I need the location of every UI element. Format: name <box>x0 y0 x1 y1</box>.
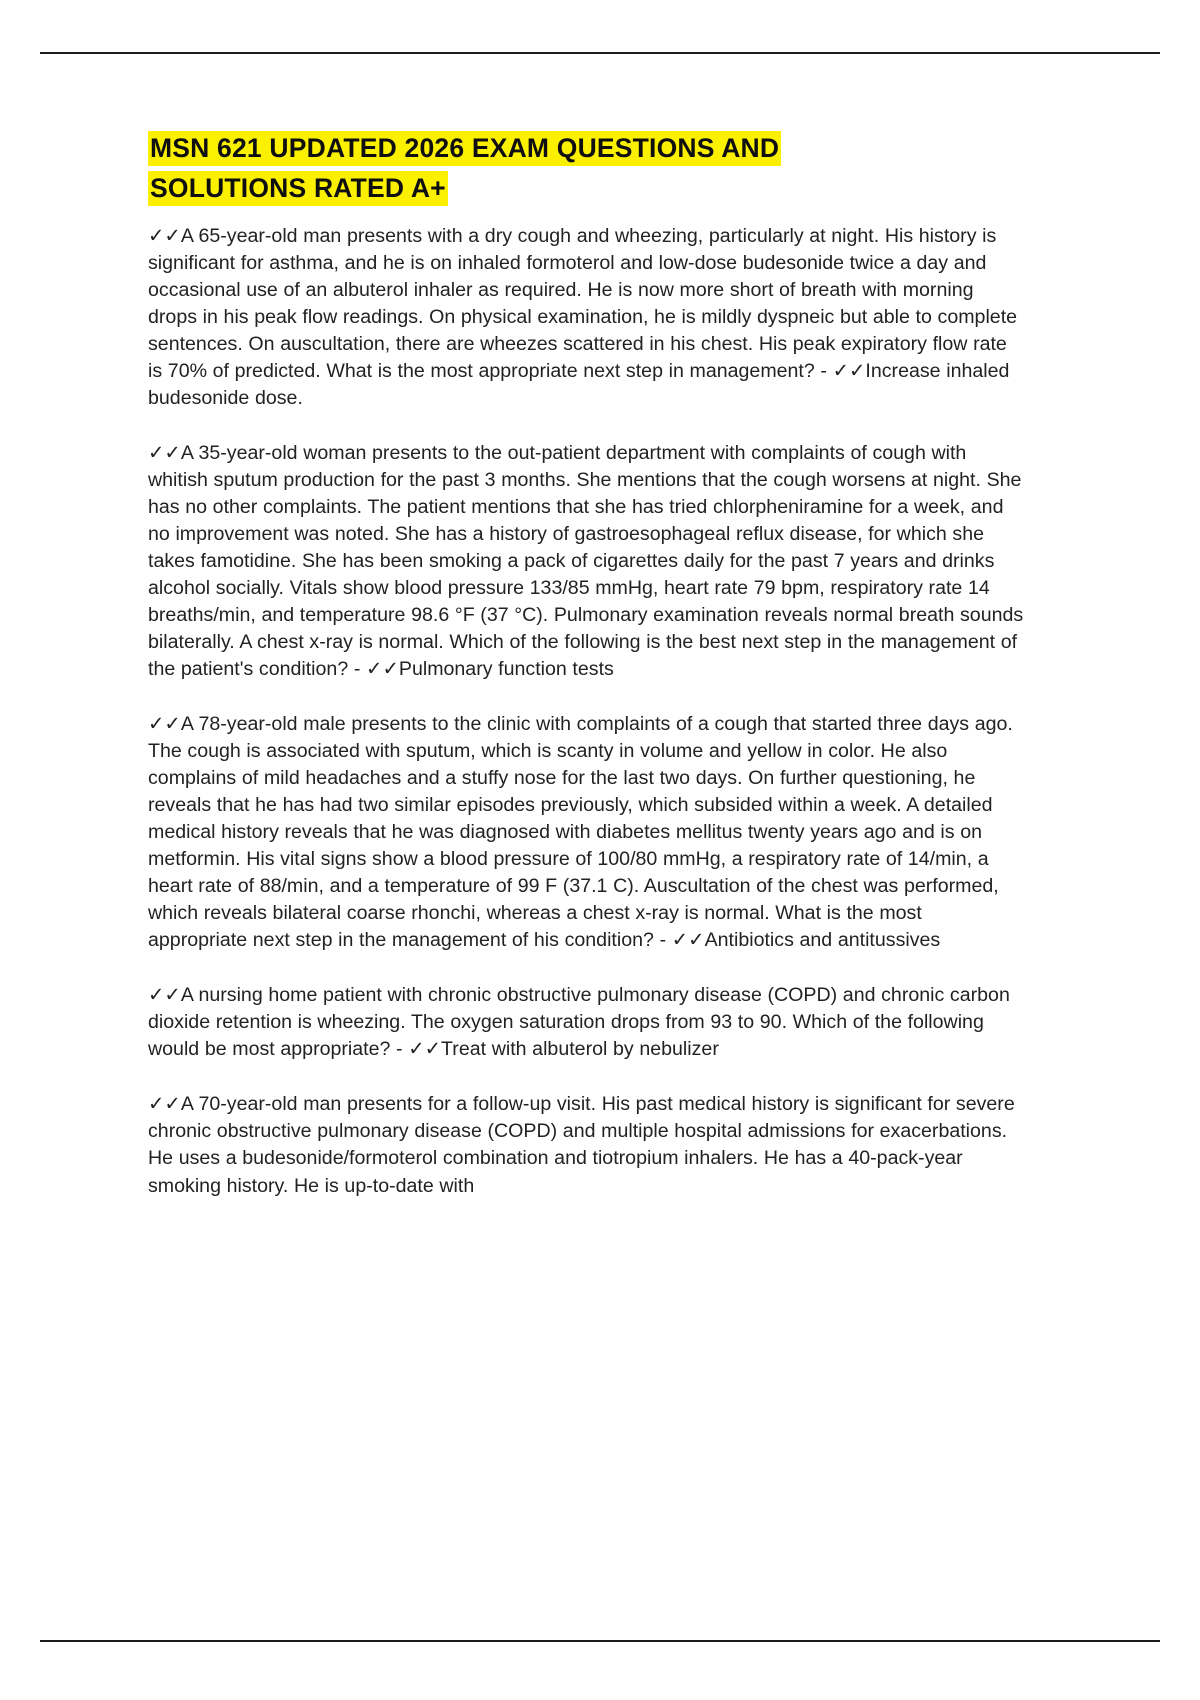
page-title-line-2: SOLUTIONS RATED A+ <box>148 171 448 206</box>
qa-entry: ✓✓A 35-year-old woman presents to the out-patient department with complaints of cough with whitish sputum production for the past 3 months. She mentions that the cough worsens at night. She has no other complaints. The patient mentions that she has tried chlorpheniramine for a week, and no improvement was noted. She has a history of gastroesophageal reflux disease, for which she takes famotidine. She has been smoking a pack of cigarettes daily for the past 7 years and drinks alcohol socially. Vitals show blood pressure 133/85 mmHg, heart rate 79 bpm, respiratory rate 14 breaths/min, and temperature 98.6 °F (37 °C). Pulmonary examination reveals normal breath sounds bilaterally. A chest x-ray is normal. Which of the following is the best next step in the management of the patient's condition? - ✓✓Pulmonary function tests <box>148 441 1024 680</box>
qa-entry: ✓✓A 70-year-old man presents for a follow-up visit. His past medical history is significant for severe chronic obstructive pulmonary disease (COPD) and multiple hospital admissions for exacerbations. He uses a budesonide/formoterol combination and tiotropium inhalers. He has a 40-pack-year smoking history. He is up-to-date with <box>148 1093 1015 1197</box>
document-body <box>148 128 1024 1200</box>
header-divider <box>40 52 1160 54</box>
footer-divider <box>40 1640 1160 1642</box>
page-title-line-1: MSN 621 UPDATED 2026 EXAM QUESTIONS AND <box>148 131 781 166</box>
qa-entry: ✓✓A nursing home patient with chronic obstructive pulmonary disease (COPD) and chronic carbon dioxide retention is wheezing. The oxygen saturation drops from 93 to 90. Which of the following would be most appropriate? - ✓✓Treat with albuterol by nebulizer <box>148 984 1010 1061</box>
qa-entry: ✓✓A 78-year-old male presents to the clinic with complaints of a cough that started three days ago. The cough is associated with sputum, which is scanty in volume and yellow in color. He also complains of mild headaches and a stuffy nose for the last two days. On further questioning, he reveals that he has had two similar episodes previously, which subsided within a week. A detailed medical history reveals that he was diagnosed with diabetes mellitus twenty years ago and is on metformin. His vital signs show a blood pressure of 100/80 mmHg, a respiratory rate of 14/min, a heart rate of 88/min, and a temperature of 99 F (37.1 C). Auscultation of the chest was performed, which reveals bilateral coarse rhonchi, whereas a chest x-ray is normal. What is the most appropriate next step in the management of his condition? - ✓✓Antibiotics and antitussives <box>148 713 1013 952</box>
qa-entry: ✓✓A 65-year-old man presents with a dry cough and wheezing, particularly at night. His history is significant for asthma, and he is on inhaled formoterol and low-dose budesonide twice a day and occasional use of an albuterol inhaler as required. He is now more short of breath with morning drops in his peak flow readings. On physical examination, he is mildly dyspneic but able to complete sentences. On auscultation, there are wheezes scattered in his chest. His peak expiratory flow rate is 70% of predicted. What is the most appropriate next step in management? - ✓✓Increase inhaled budesonide dose. <box>148 224 1018 409</box>
page-title <box>148 128 1024 209</box>
